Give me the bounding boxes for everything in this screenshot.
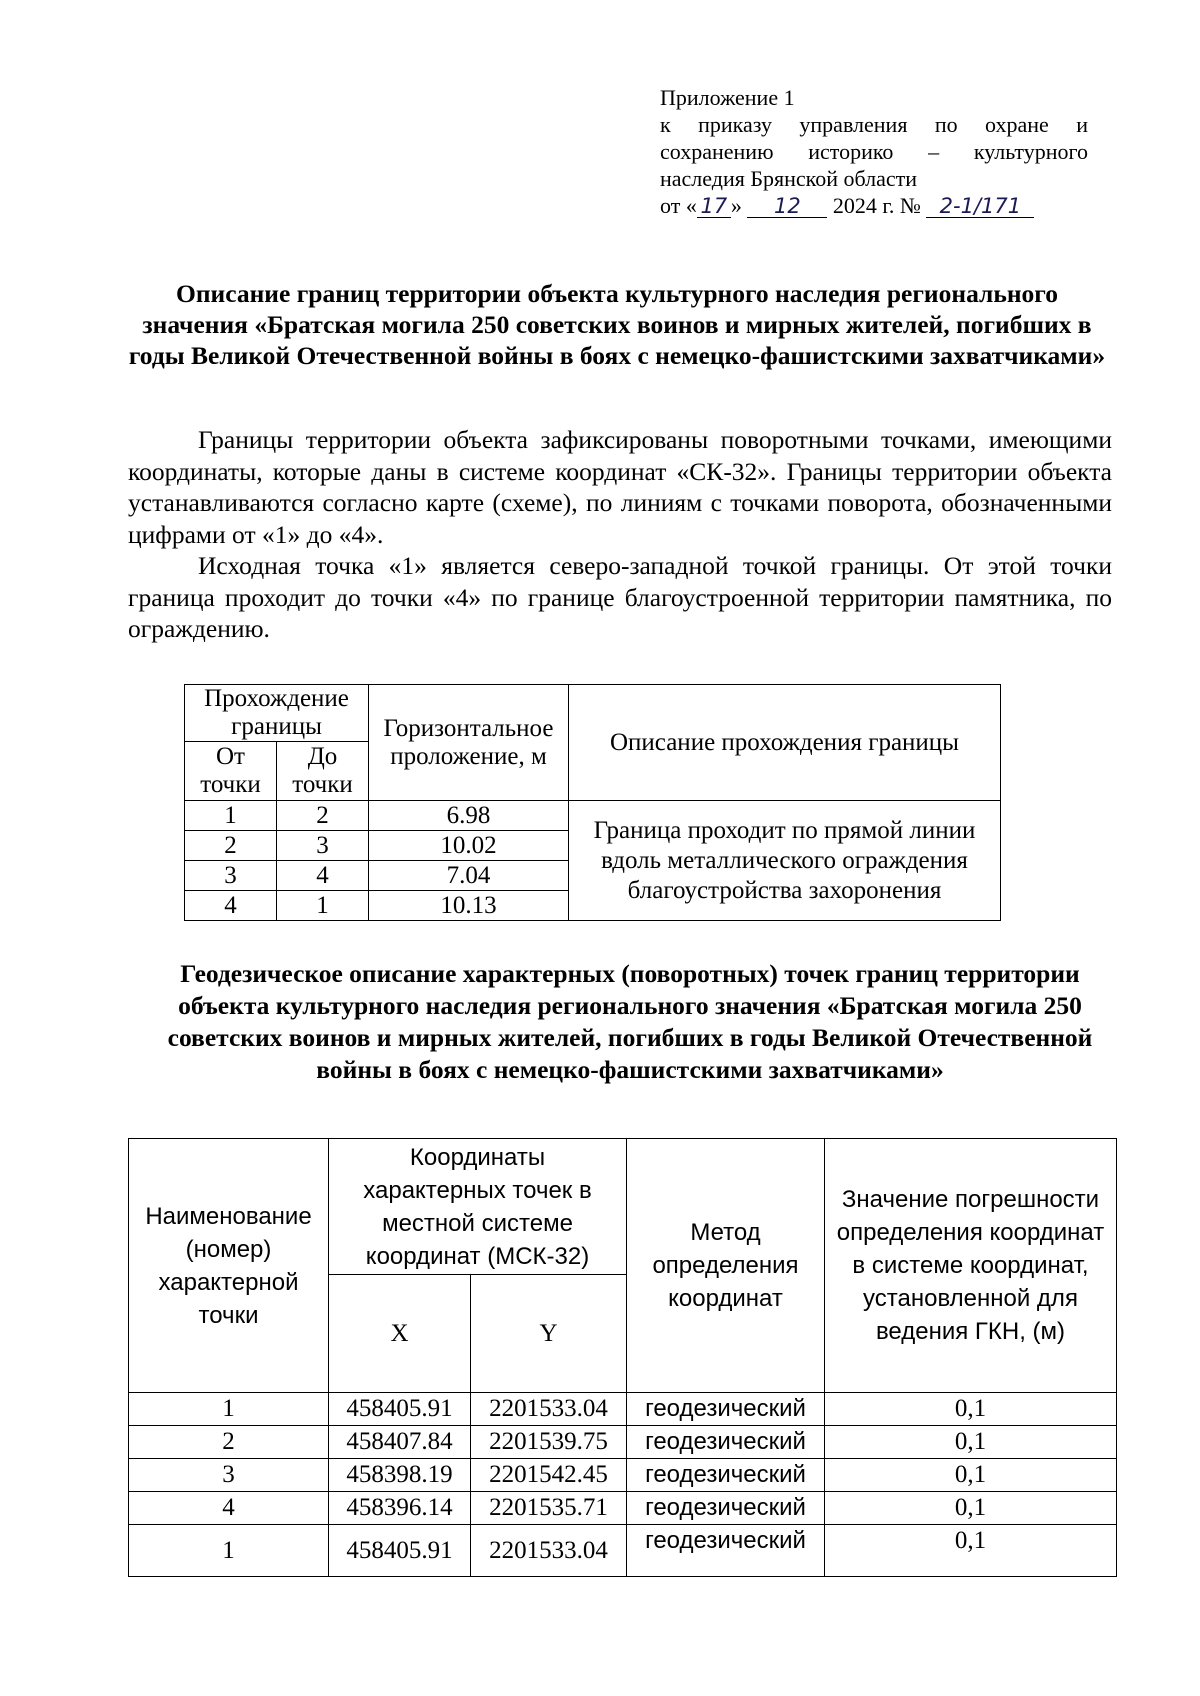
cell-method: геодезический [627,1393,825,1426]
cell-description: Граница проходит по прямой линии вдоль металлического ограждения благоустройства захоронения [569,801,1001,921]
body-text [128,424,1112,645]
table-row [129,1525,1117,1577]
header-y: Y [471,1275,627,1393]
cell-x: 458405.91 [329,1525,471,1577]
cell-method: геодезический [627,1426,825,1459]
header-length: Горизонтальное проложение, м [369,685,569,801]
cell-point: 4 [129,1492,329,1525]
cell-from: 3 [185,861,277,891]
cell-to: 2 [277,801,369,831]
header-to: До точки [277,742,369,801]
header-coordinates: Координаты характерных точек в местной системе координат (МСК-32) [329,1139,627,1275]
cell-y: 2201533.04 [471,1393,627,1426]
cell-to: 4 [277,861,369,891]
cell-error: 0,1 [825,1459,1117,1492]
date-prefix: от « [660,193,697,218]
cell-x: 458398.19 [329,1459,471,1492]
cell-x: 458396.14 [329,1492,471,1525]
coordinates-table [128,1138,1117,1577]
header-error: Значение погрешности определения координат в системе координат, установленной для ведения ГКН, (м) [825,1139,1117,1393]
cell-y: 2201542.45 [471,1459,627,1492]
appendix-line-1: к приказу управления по охране и [660,112,1088,137]
header-description: Описание прохождения границы [569,685,1001,801]
cell-length: 7.04 [369,861,569,891]
cell-length: 6.98 [369,801,569,831]
cell-method: геодезический [627,1459,825,1492]
cell-point: 3 [129,1459,329,1492]
date-day: 17 [697,195,731,218]
cell-method: геодезический [627,1492,825,1525]
cell-point: 1 [129,1393,329,1426]
cell-point: 2 [129,1426,329,1459]
cell-to: 3 [277,831,369,861]
appendix-header [660,84,1088,219]
cell-method: геодезический [627,1525,825,1577]
cell-from: 2 [185,831,277,861]
date-mid: » [730,193,742,218]
cell-error: 0,1 [825,1492,1117,1525]
cell-length: 10.02 [369,831,569,861]
cell-error: 0,1 [825,1525,1117,1577]
header-x: X [329,1275,471,1393]
cell-from: 1 [185,801,277,831]
cell-from: 4 [185,891,277,921]
appendix-title: Приложение 1 [660,85,795,110]
paragraph-1: Границы территории объекта зафиксированы поворотными точками, имеющими координаты, которые даны в системе координат «СК-32». Границы территории объекта устанавливаются согласно карте (схеме), по линиям с точками поворота, обозначенными цифрами от «1» до «4». [128,425,1112,549]
cell-point: 1 [129,1525,329,1577]
cell-x: 458405.91 [329,1393,471,1426]
header-from: От точки [185,742,277,801]
header-passage: Прохождение границы [185,685,369,742]
table-row [129,1426,1117,1459]
header-method: Метод определения координат [627,1139,825,1393]
cell-x: 458407.84 [329,1426,471,1459]
appendix-line-3: наследия Брянской области [660,166,918,191]
document-title: Описание границ территории объекта культурного наследия регионального значения «Братская могила 250 советских воинов и мирных жителей, погибших в годы Великой Отечественной войны в боях с немецко-фашистскими захватчиками» [128,279,1106,370]
cell-error: 0,1 [825,1393,1117,1426]
cell-y: 2201535.71 [471,1492,627,1525]
cell-y: 2201533.04 [471,1525,627,1577]
cell-error: 0,1 [825,1426,1117,1459]
appendix-date-line [660,192,1088,219]
header-point-name: Наименование (номер) характерной точки [129,1139,329,1393]
cell-y: 2201539.75 [471,1426,627,1459]
date-month: 12 [747,195,827,218]
appendix-line-2: сохранению историко – культурного [660,139,1088,164]
order-number: 2-1/171 [926,195,1034,218]
boundary-table [184,684,1001,921]
cell-length: 10.13 [369,891,569,921]
paragraph-2: Исходная точка «1» является северо-западной точкой границы. От этой точки граница проходит до точки «4» по границе благоустроенной территории памятника, по ограждению. [128,551,1112,643]
geodetic-title: Геодезическое описание характерных (поворотных) точек границ территории объекта культурного наследия регионального значения «Братская могила 250 советских воинов и мирных жителей, погибших в годы Великой Отечественной войны в боях с немецко-фашистскими захватчиками» [167,959,1093,1084]
table-row [185,801,1001,831]
cell-to: 1 [277,891,369,921]
date-suffix: 2024 г. № [832,193,921,218]
table-row [129,1459,1117,1492]
table-row [129,1393,1117,1426]
table-row [129,1492,1117,1525]
